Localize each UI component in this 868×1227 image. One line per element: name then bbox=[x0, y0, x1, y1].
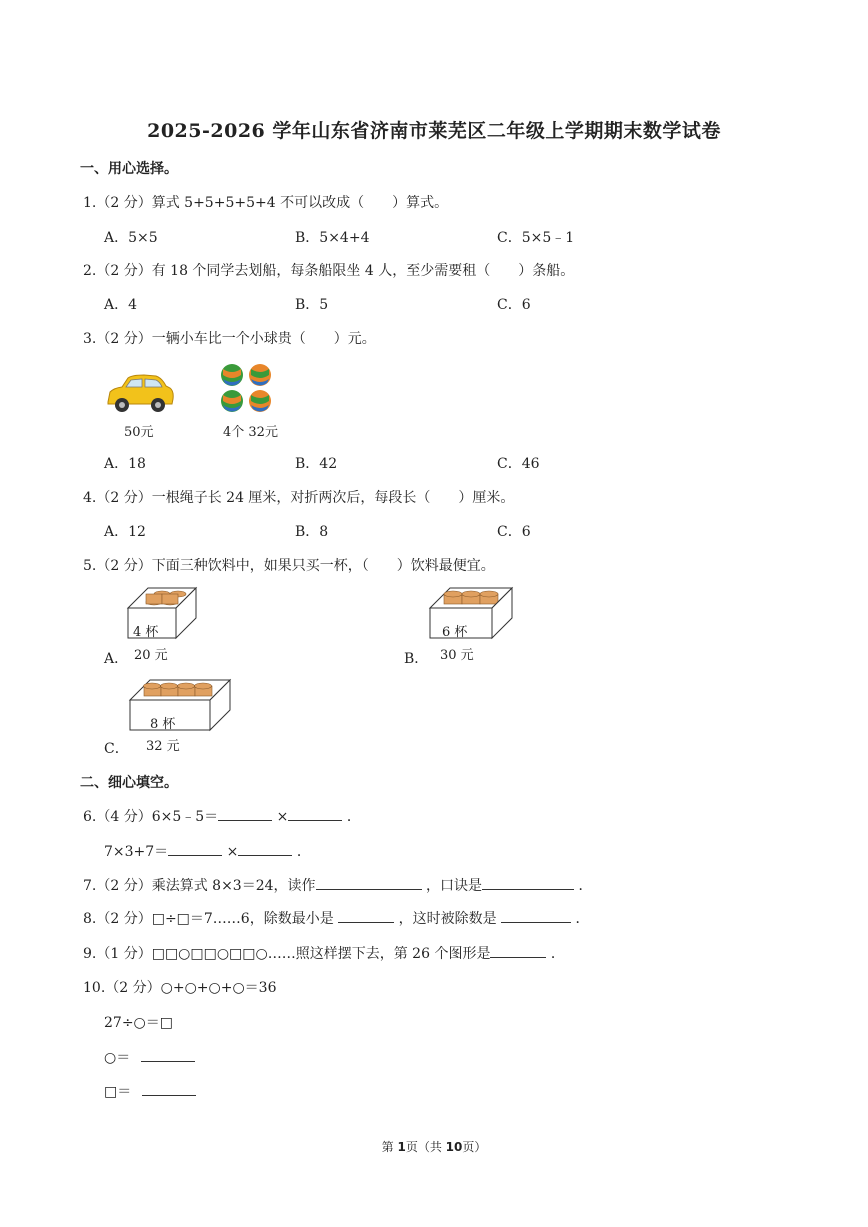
question-3-option-c: C．46 bbox=[497, 456, 540, 472]
balls-price-label: 4个 32元 bbox=[223, 425, 278, 440]
question-5-option-c-label: C． bbox=[104, 741, 129, 757]
question-2-option-c: C．6 bbox=[497, 297, 531, 313]
answer-blank[interactable] bbox=[238, 841, 292, 856]
balls-icon bbox=[218, 363, 276, 415]
question-4-option-c: C．6 bbox=[497, 524, 531, 540]
question-2-stem: 2.（2 分）有 18 个同学去划船，每条船限坐 4 人，至少需要租（ ）条船。 bbox=[83, 263, 575, 279]
question-1-stem: 1.（2 分）算式 5+5+5+5+4 不可以改成（ ）算式。 bbox=[83, 195, 449, 211]
answer-blank[interactable] bbox=[288, 806, 342, 821]
question-6-expr-1: 6.（4 分）6×5﹣5＝ bbox=[83, 809, 219, 825]
footer-page-number: 1 bbox=[397, 1140, 406, 1154]
question-4-option-b: B．8 bbox=[295, 524, 329, 540]
question-3-stem: 3.（2 分）一辆小车比一个小球贵（ ）元。 bbox=[83, 331, 376, 347]
question-9-text: 9.（1 分）□□○□□○□□○……照这样摆下去，第 26 个图形是 bbox=[83, 946, 491, 962]
footer-text: 页（共 bbox=[405, 1140, 446, 1154]
question-10-line-3 bbox=[104, 1047, 195, 1067]
answer-blank[interactable] bbox=[218, 806, 272, 821]
question-5-stem: 5.（2 分）下面三种饮料中，如果只买一杯，（ ）饮料最便宜。 bbox=[83, 558, 495, 574]
question-4-stem: 4.（2 分）一根绳子长 24 厘米，对折两次后，每段长（ ）厘米。 bbox=[83, 490, 515, 506]
question-2-option-b: B．5 bbox=[295, 297, 329, 313]
page-footer bbox=[0, 1138, 868, 1155]
question-1-option-a: A．5×5 bbox=[104, 230, 158, 246]
question-3-option-b: B．42 bbox=[295, 456, 338, 472]
question-7-text-2: ，口诀是 bbox=[425, 878, 482, 894]
footer-text: 页） bbox=[462, 1140, 487, 1154]
crate-b-price: 30 元 bbox=[440, 648, 474, 663]
footer-total-pages: 10 bbox=[445, 1140, 463, 1154]
footer-text: 第 bbox=[381, 1140, 398, 1154]
question-4-option-a: A．12 bbox=[104, 524, 146, 540]
question-10-line-1: 10.（2 分）○+○+○+○＝36 bbox=[83, 980, 277, 996]
question-7 bbox=[83, 875, 592, 895]
crate-8-cups-icon bbox=[128, 678, 232, 732]
car-icon bbox=[104, 372, 176, 418]
question-8 bbox=[83, 908, 590, 928]
section-heading-choice: 一、用心选择。 bbox=[80, 161, 178, 177]
section-heading-fill: 二、细心填空。 bbox=[80, 775, 178, 791]
times-sign: × bbox=[226, 844, 239, 860]
question-6-line-2 bbox=[104, 841, 311, 861]
answer-blank[interactable] bbox=[490, 943, 546, 958]
question-7-text: 7.（2 分）乘法算式 8×3＝24，读作 bbox=[83, 878, 316, 894]
period: ． bbox=[578, 878, 593, 894]
question-5-option-b-label: B． bbox=[404, 651, 429, 667]
page-title: 2025-2026 学年山东省济南市莱芜区二年级上学期期末数学试卷 bbox=[147, 120, 721, 142]
question-2-option-a: A．4 bbox=[104, 297, 138, 313]
question-8-text: 8.（2 分）□÷□＝7……6，除数最小是 bbox=[83, 911, 334, 927]
period: ． bbox=[296, 844, 311, 860]
question-8-text-2: ，这时被除数是 bbox=[398, 911, 497, 927]
question-1-option-b: B．5×4+4 bbox=[295, 230, 370, 246]
answer-blank[interactable] bbox=[482, 875, 574, 890]
answer-blank[interactable] bbox=[141, 1047, 195, 1062]
period: ． bbox=[550, 946, 565, 962]
answer-blank[interactable] bbox=[338, 908, 394, 923]
square-equals: □＝ bbox=[104, 1084, 132, 1100]
period: ． bbox=[346, 809, 361, 825]
answer-blank[interactable] bbox=[316, 875, 422, 890]
crate-c-count: 8 杯 bbox=[150, 717, 176, 732]
question-6-line-1 bbox=[83, 806, 361, 826]
question-6-expr-2: 7×3+7＝ bbox=[104, 844, 169, 860]
crate-a-count: 4 杯 bbox=[133, 625, 159, 640]
question-3-option-a: A．18 bbox=[104, 456, 146, 472]
question-9 bbox=[83, 943, 565, 963]
answer-blank[interactable] bbox=[168, 841, 222, 856]
car-price-label: 50元 bbox=[124, 425, 154, 440]
crate-a-price: 20 元 bbox=[134, 648, 168, 663]
answer-blank[interactable] bbox=[142, 1081, 196, 1096]
question-5-option-a-label: A． bbox=[104, 651, 129, 667]
crate-b-count: 6 杯 bbox=[442, 625, 468, 640]
times-sign: × bbox=[276, 809, 289, 825]
question-10-line-2: 27÷○＝□ bbox=[104, 1015, 173, 1031]
crate-c-price: 32 元 bbox=[146, 739, 180, 754]
question-1-option-c: C．5×5﹣1 bbox=[497, 230, 575, 246]
question-10-line-4 bbox=[104, 1081, 196, 1101]
crate-6-cups-icon bbox=[428, 586, 514, 640]
circle-equals: ○＝ bbox=[104, 1050, 131, 1066]
period: ． bbox=[575, 911, 590, 927]
answer-blank[interactable] bbox=[501, 908, 571, 923]
